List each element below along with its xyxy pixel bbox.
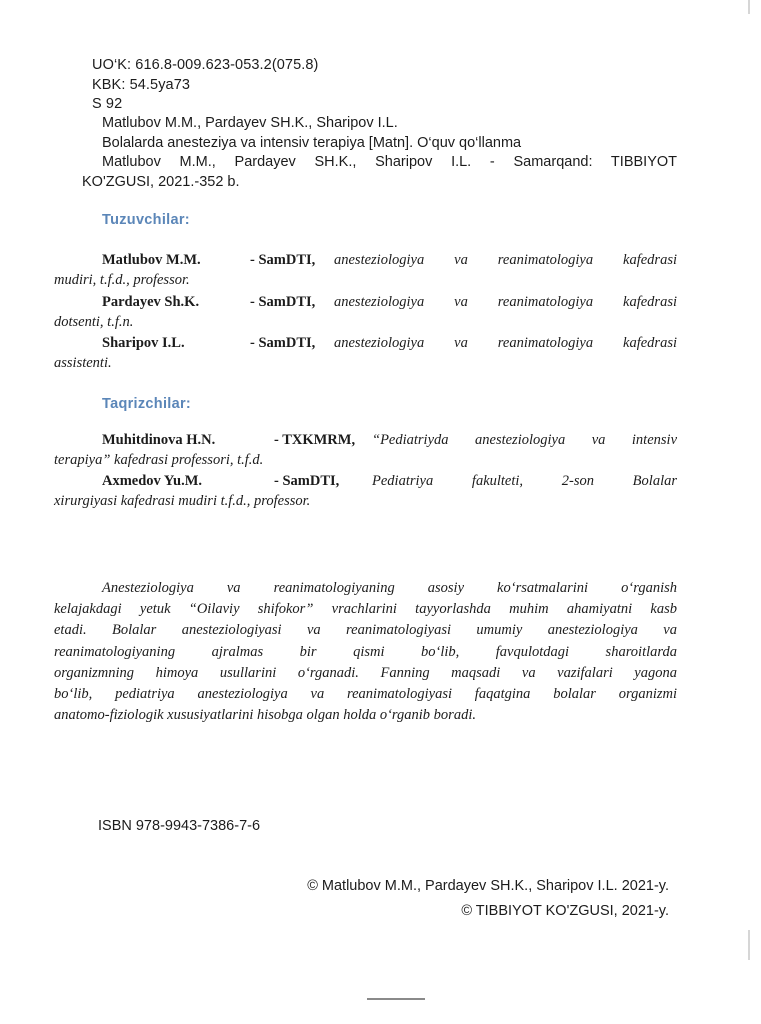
person-role-cont: terapiya” kafedrasi professori, t.f.d. — [54, 452, 264, 468]
annotation-line: etadi. Bolalar anesteziologiyasi va reanimatologiyasi umumiy anesteziologiya va — [54, 622, 677, 639]
reviewer-entry — [54, 430, 677, 470]
compiler-entry — [54, 250, 677, 290]
compiler-entry — [54, 292, 677, 332]
compilers-heading: Tuzuvchilar: — [102, 212, 190, 228]
kbk-code: KBK: 54.5ya73 — [92, 76, 191, 93]
annotation-line: Anesteziologiya va reanimatologiyaning asosiy ko‘rsatmalarini o‘rganish — [102, 580, 677, 596]
person-name: Axmedov Yu.M. — [102, 473, 203, 489]
page-bottom-rule — [367, 998, 425, 1000]
person-name: Matlubov M.M. — [102, 252, 201, 268]
person-role: Pediatriya fakulteti, 2-son Bolalar — [372, 473, 677, 489]
classification-block — [92, 56, 318, 115]
person-org: - SamDTI, — [250, 294, 316, 310]
person-org: - SamDTI, — [274, 473, 340, 489]
copyright-publisher: © TIBBIYOT KO'ZGUSI, 2021-y. — [461, 903, 669, 919]
person-role-cont: assistenti. — [54, 355, 112, 371]
scan-edge-mark — [748, 930, 750, 960]
annotation-line: organizmning himoya usullarini o‘rganadi. Fanning maqsadi va vazifalari yagona — [54, 664, 677, 681]
annotation-line: bo‘lib, pediatriya anesteziologiya va reanimatologiyasi faqatgina bolalar organizmi — [54, 686, 677, 703]
annotation-line: reanimatologiyaning ajralmas bir qismi bo‘lib, favqulotdagi sharoitlarda — [54, 643, 677, 660]
annotation-line: kelajakdagi yetuk “Oilaviy shifokor” vrachlarini tayyorlashda muhim ahamiyatni kasb — [54, 601, 677, 618]
person-name: Pardayev Sh.K. — [102, 294, 200, 310]
record-authors: Matlubov M.M., Pardayev SH.K., Sharipov I.L. — [102, 115, 398, 131]
compiler-entry — [54, 333, 677, 373]
bibliographic-record — [82, 114, 677, 192]
record-title: Bolalarda anesteziya va intensiv terapiya [Matn]. O‘quv qo‘llanma — [102, 134, 522, 151]
reviewer-entry — [54, 471, 677, 511]
person-org: - SamDTI, — [250, 335, 316, 351]
annotation-paragraph — [54, 578, 677, 726]
record-publisher: KO'ZGUSI, 2021.-352 b. — [82, 173, 240, 190]
annotation-line: anatomo-fiziologik xususiyatlarini hisobga olgan holda o‘rganib boradi. — [54, 707, 476, 724]
copyright-authors: © Matlubov M.M., Pardayev SH.K., Sharipov I.L. 2021-y. — [307, 878, 669, 894]
scan-edge-mark — [748, 0, 750, 14]
person-name: Sharipov I.L. — [102, 335, 185, 351]
person-role: anesteziologiya va reanimatologiya kafedrasi — [334, 335, 677, 351]
person-role-cont: xirurgiyasi kafedrasi mudiri t.f.d., professor. — [54, 493, 311, 509]
person-role-cont: dotsenti, t.f.n. — [54, 314, 134, 330]
person-role: anesteziologiya va reanimatologiya kafedrasi — [334, 252, 677, 268]
record-responsibility: Matlubov M.M., Pardayev SH.K., Sharipov I.L. - Samarqand: TIBBIYOT — [102, 154, 677, 170]
person-org: - SamDTI, — [250, 252, 316, 268]
isbn-number: ISBN 978-9943-7386-7-6 — [98, 818, 261, 834]
person-org: - TXKMRM, — [274, 432, 356, 448]
person-role: anesteziologiya va reanimatologiya kafedrasi — [334, 294, 677, 310]
person-name: Muhitdinova H.N. — [102, 432, 216, 448]
author-mark: S 92 — [92, 96, 123, 112]
person-role-cont: mudiri, t.f.d., professor. — [54, 272, 190, 288]
reviewers-heading: Taqrizchilar: — [102, 396, 192, 412]
udk-code: UO‘K: 616.8-009.623-053.2(075.8) — [92, 57, 319, 73]
person-role: “Pediatriyda anesteziologiya va intensiv — [372, 432, 677, 448]
